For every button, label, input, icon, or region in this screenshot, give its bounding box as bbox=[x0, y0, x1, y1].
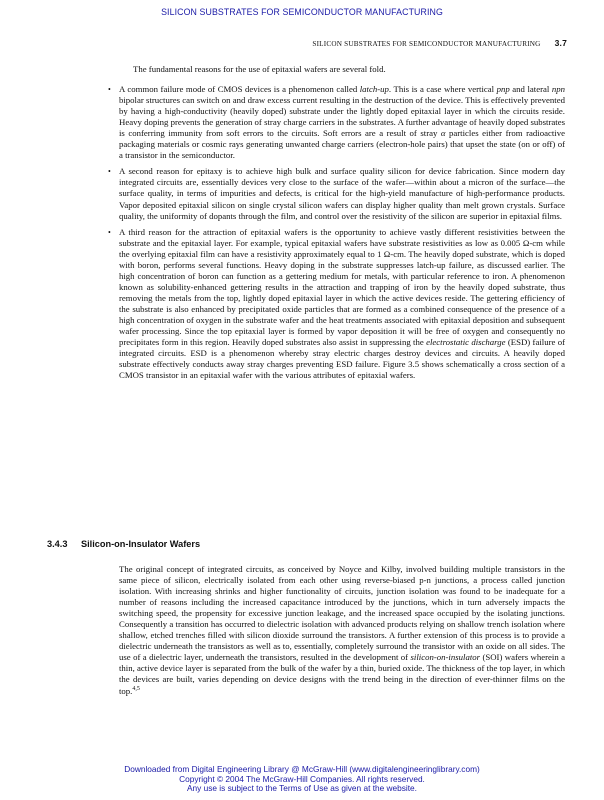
esd-term: electrostatic discharge bbox=[426, 337, 506, 348]
bullet-icon: • bbox=[108, 85, 111, 95]
reasons-list bbox=[108, 84, 565, 381]
soi-term: silicon-on-insulator bbox=[410, 652, 481, 663]
footer-download-link[interactable]: Downloaded from Digital Engineering Library @ McGraw-Hill (www.digitalengineeringlibrary.com) bbox=[124, 764, 480, 774]
section-paragraph: The original concept of integrated circuits, as conceived by Noyce and Kilby, involved building multiple transistors in the same piece of silicon, electrically isolated from each other using reverse-biased p-n junctions, a process called junction isolation. With increasing shrinks and higher functionality of circuits, junction isolation was found to be inadequate for a number of reasons including the increased capacitance introduced by the junctions, which in turn adversely impacts the switching speed, the propensity for excessive junction leakage, and the increased space occupied by the isolating junctions. Consequently a transition has occurred to dielectric isolation with advanced products relying on shallow trench isolation where shallow, etched trenches filled with silicon dioxide surround the transistors. A further extension of this process is to provide a dielectric underneath the transistors as well as to, essentially, completely surround the transistor with an oxide on all sides. The use of a dielectric layer, underneath the transistors, resulted in the development of silicon-on-insulator (SOI) wafers wherein a thin, active device layer is separated from the bulk of the wafer by a thin, buried oxide. The thickness of the top layer, in which the devices are built, varies depending on device designs with the trend being in the direction of ever-thinner films on the top.$^{4,5}$ bbox=[119, 564, 566, 696]
section-heading bbox=[47, 539, 200, 549]
footer-copyright: Copyright © 2004 The McGraw-Hill Companies. All rights reserved. bbox=[179, 773, 425, 784]
list-item: • A second reason for epitaxy is to achieve high bulk and surface quality silicon for device fabrication. Since modern day integrated circuits are, essentially devices very close to the surface of the wafer—within about a micron of the surface—the surface quality, in terms of impurities and defects, is critical for the high-yield manufacture of high-performance products. Vapor deposited epitaxial silicon on single crystal silicon wafers can display higher quality than melt grown crystals. Surface quality, the uniformity of dopants through the film, and control over the resistivity of the silicon are superior in epitaxial films. bbox=[108, 166, 565, 221]
bullet-icon: • bbox=[108, 227, 111, 237]
bullet-icon: • bbox=[108, 167, 111, 177]
alpha-symbol: α bbox=[440, 128, 446, 139]
intro-paragraph: The fundamental reasons for the use of epitaxial wafers are several fold. bbox=[133, 64, 386, 74]
section-title: Silicon-on-Insulator Wafers bbox=[81, 539, 201, 549]
section-number: 3.4.3 bbox=[47, 539, 68, 549]
main-text bbox=[108, 64, 565, 386]
list-item: • A third reason for the attraction of epitaxial wafers is the opportunity to achieve vastly different resistivities between the substrate and the epitaxial layer. For example, typical epitaxial wafers have substrate resistivities as low as 0.005 Ω-cm while the overlying epitaxial film can have a resistivity approximately equal to 1 Ω-cm. The heavily doped substrate, which is doped with boron, performs several functions. Heavy doping in the substrate suppresses latch-up failure, as discussed earlier. The high concentration of boron can function as a gettering medium for metals, with particular reference to iron. A phenomenon known as solubility-enhanced gettering results in the attraction and trapping of iron by the heavily doped substrate, thus removing the metals from the top, lightly doped epitaxial layer in which the active devices reside. The gettering efficiency of the substrate is also enhanced by precipitated oxide particles that are formed as a combined consequence of the presence of a high concentration of oxygen in the substrate wafer and the heat treatments associated with epitaxial deposition and subsequent wafer processing. Since the top epitaxial layer is formed by vapor deposition it will be free of oxygen and consequently no precipitates form in this region. Heavily doped substrates also assist in suppressing the electrostatic discharge (ESD) failure of integrated circuits. ESD is a phenomenon whereby stray electric charges destroy devices and circuits. A heavily doped substrate effectively conducts away stray charges preventing ESD failure. Figure 3.5 shows schematically a cross section of a CMOS transistor in an epitaxial wafer with the various attributes of epitaxial wafers. bbox=[108, 226, 565, 381]
latch-up-term: latch-up bbox=[359, 84, 389, 95]
download-banner: SILICON SUBSTRATES FOR SEMICONDUCTOR MANUFACTURING bbox=[161, 7, 443, 17]
footer-terms: Any use is subject to the Terms of Use as given at the website. bbox=[187, 783, 417, 794]
pnp-term: pnp bbox=[496, 84, 510, 95]
copyright-footer bbox=[0, 765, 604, 794]
running-head bbox=[312, 38, 567, 48]
reference-superscript: 4,5 bbox=[132, 685, 140, 692]
running-head-title: SILICON SUBSTRATES FOR SEMICONDUCTOR MANUFACTURING bbox=[312, 40, 541, 48]
list-item: • A common failure mode of CMOS devices is a phenomenon called latch-up. This is a case where vertical pnp and lateral npn bipolar structures can switch on and draw excess current resulting in the destruction of the device. This is effectively prevented by having a high-conductivity (heavily doped) substrate under the lightly doped epitaxial layer in which the circuits reside. Heavy doping prevents the generation of stray charge carriers in the substrates. A further advantage of heavily doped substrates is conferring immunity from soft errors to the circuits. Soft errors are a result of stray α particles either from radioactive packaging materials or cosmic rays generating unwanted charge carriers (electron-hole pairs) that upset the state (on or off) of a transistor in the semiconductor. bbox=[108, 84, 565, 161]
page-number: 3.7 bbox=[554, 38, 567, 48]
npn-term: npn bbox=[551, 84, 565, 95]
